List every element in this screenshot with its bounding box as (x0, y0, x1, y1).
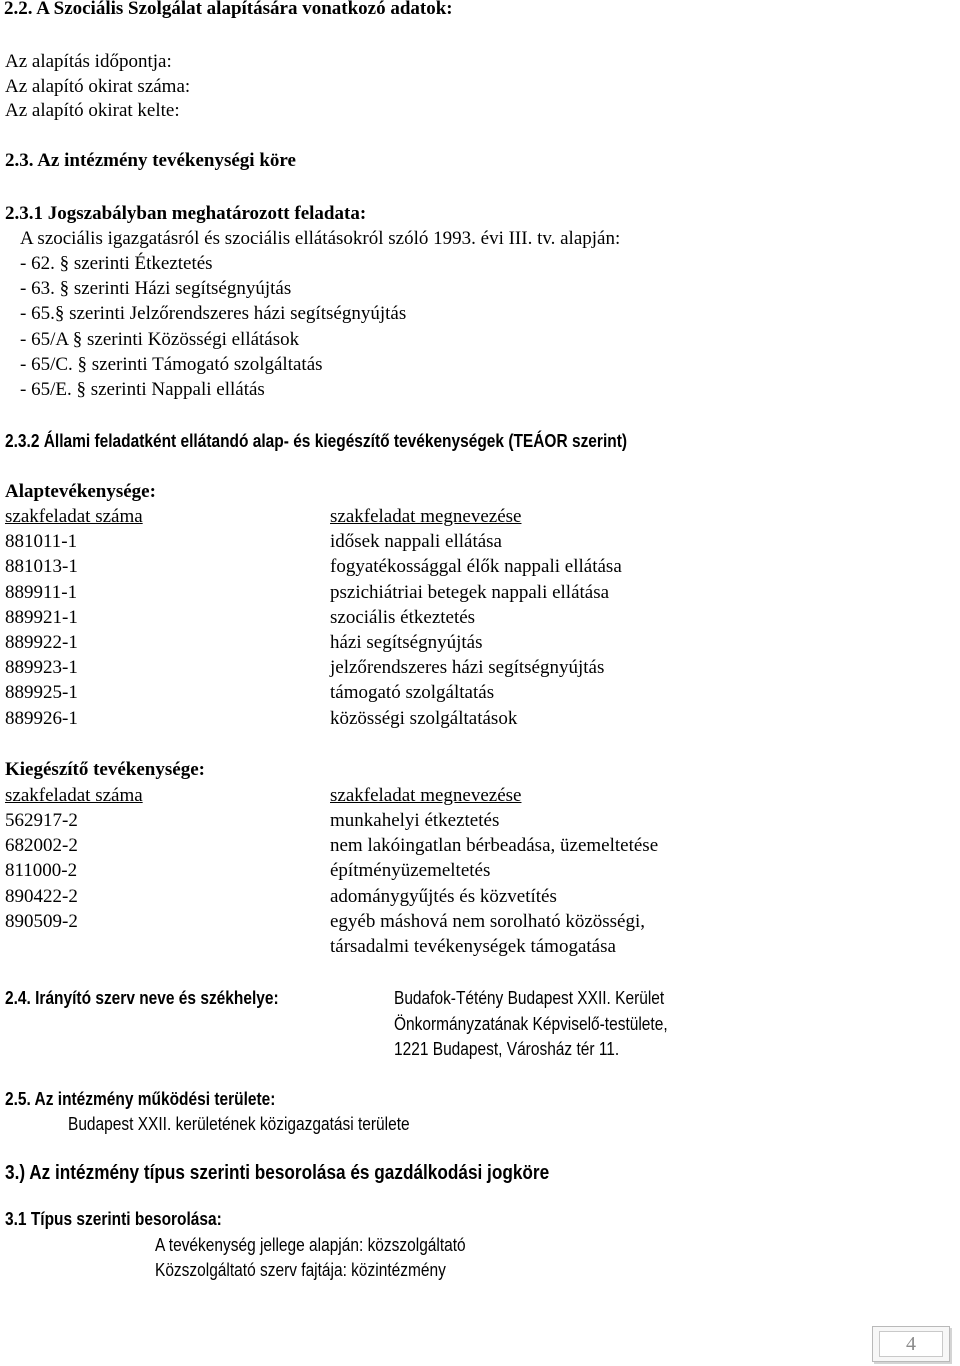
charter-date-label: Az alapító okirat kelte: (5, 100, 180, 121)
section-3-1-heading-text: 3.1 Típus szerinti besorolása: (5, 1209, 222, 1229)
supp-row-name: nem lakóingatlan bérbeadása, üzemeltetése (330, 835, 659, 856)
core-row-code: 889921-1 (5, 607, 78, 628)
supp-col-name-header: szakfeladat megnevezése (330, 785, 522, 806)
section-2-3-1-heading: 2.3.1 Jogszabályban meghatározott feladata: (5, 203, 367, 224)
core-row-code: 889926-1 (5, 708, 78, 729)
core-row-code: 889923-1 (5, 657, 78, 678)
section-2-3-2-heading-text: 2.3.2 Állami feladatként ellátandó alap- és kiegészítő tevékenységek (TEÁOR szerint) (5, 431, 628, 451)
core-row-name: szociális étkeztetés (330, 607, 476, 628)
legal-item: - 65/E. § szerinti Nappali ellátás (20, 379, 265, 400)
founding-date-label: Az alapítás időpontja: (5, 51, 172, 72)
classification-line (155, 1234, 516, 1256)
core-row-name: támogató szolgáltatás (330, 682, 495, 703)
core-row-name: közösségi szolgáltatások (330, 708, 518, 729)
section-2-5-heading (5, 1088, 319, 1110)
classification-line (155, 1259, 493, 1281)
governing-body-text: Budafok-Tétény Budapest XXII. Kerület (394, 988, 665, 1008)
legal-item: - 63. § szerinti Házi segítségnyújtás (20, 278, 292, 299)
core-col-name-header: szakfeladat megnevezése (330, 506, 522, 527)
governing-body-line (394, 987, 708, 1009)
core-row-name: idősek nappali ellátása (330, 531, 502, 552)
section-2-2-heading: 2.2. A Szociális Szolgálat alapítására vonatkozó adatok: (4, 0, 453, 19)
governing-body-line (394, 1013, 712, 1035)
supp-row-name: egyéb máshová nem sorolható közösségi, (330, 911, 646, 932)
core-row-name: jelzőrendszeres házi segítségnyújtás (330, 657, 605, 678)
legal-item: - 65/A § szerinti Közösségi ellátások (20, 329, 300, 350)
operating-area-text: Budapest XXII. kerületének közigazgatási területe (68, 1114, 410, 1134)
supp-row-code: 562917-2 (5, 810, 78, 831)
core-row-code: 889925-1 (5, 682, 78, 703)
section-2-4-label (5, 987, 323, 1009)
governing-body-text: Önkormányzatának Képviselő-testülete, (394, 1014, 668, 1034)
charter-number-label: Az alapító okirat száma: (5, 76, 191, 97)
section-3-heading-text: 3.) Az intézmény típus szerinti besorolása és gazdálkodási jogköre (5, 1162, 550, 1184)
page-number: 4 (879, 1331, 943, 1357)
core-row-code: 881011-1 (5, 531, 78, 552)
classification-text: A tevékenység jellege alapján: közszolgáltató (155, 1235, 466, 1255)
section-2-3-2-heading (5, 430, 728, 452)
legal-item: - 62. § szerinti Étkeztetés (20, 253, 213, 274)
legal-basis-intro: A szociális igazgatásról és szociális ellátásokról szóló 1993. évi III. tv. alapján: (20, 228, 621, 249)
operating-area (68, 1113, 465, 1135)
governing-body-address-text: 1221 Budapest, Városház tér 11. (394, 1039, 620, 1059)
supp-col-code-header: szakfeladat száma (5, 785, 143, 806)
governing-body-address (394, 1038, 656, 1060)
section-2-5-heading-text: 2.5. Az intézmény működési területe: (5, 1089, 276, 1109)
section-2-4-label-text: 2.4. Irányító szerv neve és székhelye: (5, 988, 279, 1008)
supp-row-code: 890509-2 (5, 911, 78, 932)
supp-row-code: 682002-2 (5, 835, 78, 856)
section-2-3-heading: 2.3. Az intézmény tevékenységi köre (5, 150, 296, 171)
section-3-1-heading (5, 1208, 257, 1230)
supp-row-code: 811000-2 (5, 860, 78, 881)
supp-row-name: adománygyűjtés és közvetítés (330, 886, 557, 907)
core-row-code: 889922-1 (5, 632, 78, 653)
core-col-code-header: szakfeladat száma (5, 506, 143, 527)
page-number-box (872, 1326, 950, 1362)
supp-row-name: munkahelyi étkeztetés (330, 810, 500, 831)
legal-item: - 65/C. § szerinti Támogató szolgáltatás (20, 354, 323, 375)
core-activities-title: Alaptevékenysége: (5, 481, 156, 502)
core-row-code: 889911-1 (5, 582, 78, 603)
section-3-heading (5, 1162, 638, 1184)
supp-row-code: 890422-2 (5, 886, 78, 907)
core-row-code: 881013-1 (5, 556, 78, 577)
supp-row-name-continuation: társadalmi tevékenységek támogatása (330, 936, 616, 957)
core-row-name: fogyatékossággal élők nappali ellátása (330, 556, 622, 577)
core-row-name: pszichiátriai betegek nappali ellátása (330, 582, 610, 603)
classification-text: Közszolgáltató szerv fajtája: közintézmény (155, 1260, 446, 1280)
legal-item: - 65.§ szerinti Jelzőrendszeres házi segítségnyújtás (20, 303, 407, 324)
supp-row-name: építményüzemeltetés (330, 860, 491, 881)
core-row-name: házi segítségnyújtás (330, 632, 483, 653)
supplementary-activities-title: Kiegészítő tevékenysége: (5, 759, 205, 780)
